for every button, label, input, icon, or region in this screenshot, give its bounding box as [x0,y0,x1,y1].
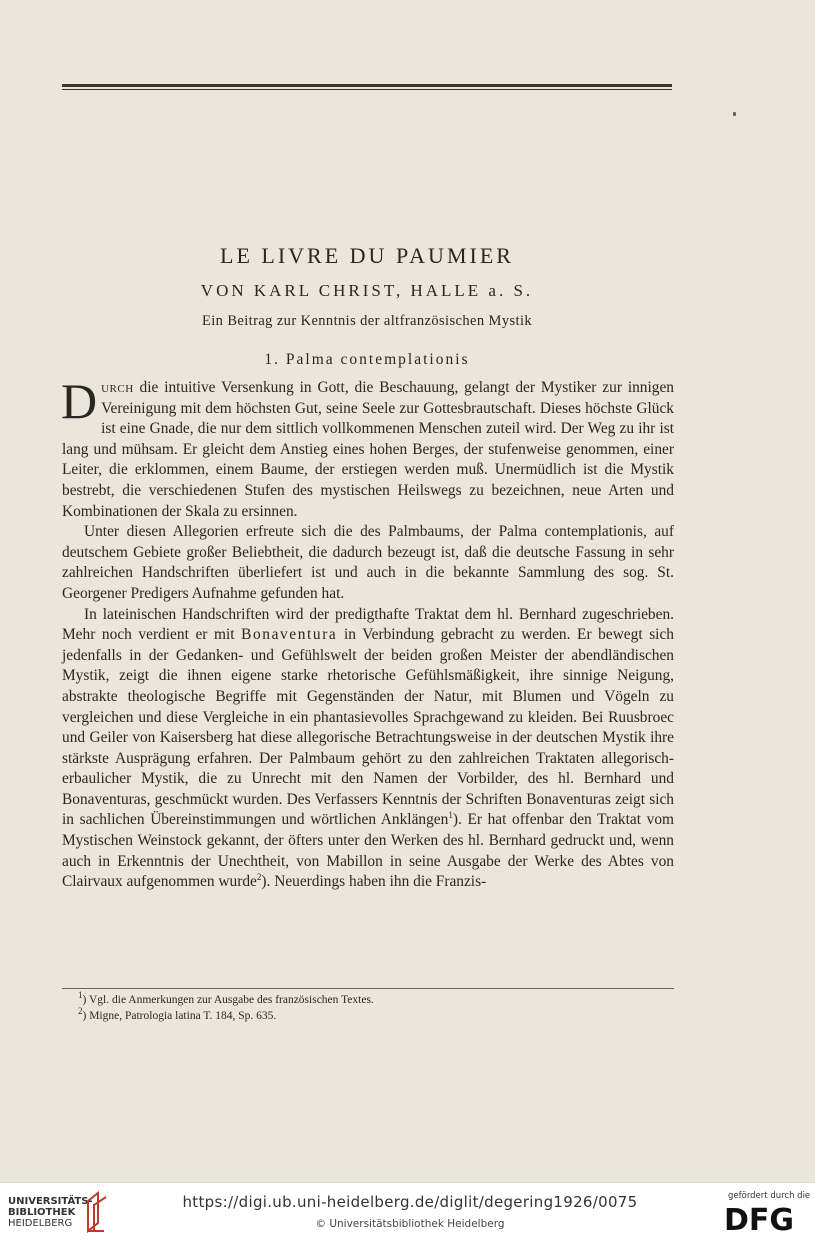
library-line-1: UNIVERSITÄTS- [8,1196,93,1207]
paragraph-1-text: die intuitive Versenkung in Gott, die Beschauung, gelangt der Mystiker zur innigen Vereinigung mit dem höchsten Gut, seine Seele zur Gottesbrautschaft. Dieses höchste Glück ist eine Gnade, die nur dem sittlich vollkommenen Menschen zuteil wird. Der Weg zu ihr ist lang und mühsam. Er gleicht dem Anstieg eines hohen Berges, der stufenweise genommen, einer Leiter, die erklommen, einem Baume, der erstiegen werden muß. Unermüdlich ist die Mystik bestrebt, die verschiedenen Stufen des mystischen Heilswegs zu bezeichnen, neue Arten und Kombinationen der Skala zu ersinnen. [62,379,674,520]
footnote-mark: 2 [78,1006,83,1017]
paragraph-3-text-c: ). Er hat offenbar den Traktat vom Mystischen Weinstock gekannt, der öfters unter den Werken des hl. Bernhard gedruckt und, wenn auch in Erkenntnis der Unechtheit, von Mabillon in seine Ausgabe der Werke des Abtes von Clairvaux aufgenommen wurde [62,811,674,891]
footnote-2 [78,1008,668,1024]
footnote-text: ) Migne, Patrologia latina T. 184, Sp. 635. [82,1010,277,1022]
paragraph-1 [61,373,674,522]
article-author: VON KARL CHRIST, HALLE a. S. [200,281,534,300]
paragraph-3-text-b: in Verbindung gebracht zu werden. Er bewegt sich jedenfalls in der Gedanken- und Gefühlswelt der beiden großen Meister der abendländischen Mystik, zeigt die ihnen eigene starke rhetorische Gefühlsmäßigkeit, ihre sinnige Neigung, abstrakte theologische Begriffe mit Gegenständen der Natur, mit Blumen und Vögeln zu vergleichen und diese Vergleiche in ein phantasievolles Sprachgewand zu kleiden. Bei Ruusbroec und Geiler von Kaisersberg hat diese allegorische Betrachtungsweise in der deutschen Mystik ihre stärkste Ausprägung erfahren. Der Palmbaum gehört zu den zahlreichen Traktaten allegorisch-erbaulicher Mystik, die zu Unrecht mit den Namen der Vorbilder, des hl. Bernhard und Bonaventuras, geschmückt wurden. Des Verfassers Kenntnis der Schriften Bonaventuras zeigt sich in sachlichen Übereinstimmungen und wörtlichen Anklängen [62,626,674,829]
paragraph-3-text-d: ). Neuerdings haben ihn die Franzis- [261,873,487,891]
top-rule-thin [62,89,672,90]
library-logo-icon[interactable] [84,1187,114,1235]
article-title: LE LIVRE DU PAUMIER [220,243,514,268]
footnote-ref-1[interactable]: 1 [448,810,453,821]
paper-speck [733,112,736,116]
footnote-ref-2[interactable]: 2 [256,872,262,883]
section-heading: 1. Palma contemplationis [264,351,470,368]
copyright-notice: © Universitätsbibliothek Heidelberg [315,1218,505,1230]
footnote-1 [78,992,668,1008]
paragraph-3-text-a: In lateinischen Handschriften wird der predigthafte Traktat dem hl. Bernhard zugeschrieben. Mehr noch verdient er mit [62,605,674,644]
smallcaps-lead: urch [101,379,134,396]
footnote-mark: 1 [78,990,83,1001]
funded-by-label: gefördert durch die [728,1191,811,1201]
article-subtitle: Ein Beitrag zur Kenntnis der altfranzösischen Mystik [201,313,533,329]
body-text [61,373,674,893]
spaced-name-bonaventura: Bonaventura [241,626,338,644]
footnote-text: ) Vgl. die Anmerkungen zur Ausgabe des französischen Textes. [82,994,374,1006]
dfg-logo-text: DFG [724,1203,795,1235]
drop-cap: D [61,373,98,429]
library-line-2: BIBLIOTHEK [8,1207,76,1218]
footnotes [78,992,668,1024]
footnote-rule [62,988,674,989]
top-rule-thick [62,84,672,87]
viewer-footer [0,1182,815,1240]
library-line-3: HEIDELBERG [8,1218,73,1229]
paragraph-3 [62,605,674,893]
paragraph-2: Unter diesen Allegorien erfreute sich die des Palmbaums, der Palma contemplationis, auf deutschem Gebiete großer Beliebtheit, die dadurch bezeugt ist, daß die deutsche Fassung in sehr zahlreichen Handschriften überliefert ist und auch in die bekannte Sammlung des sog. St. Georgener Predigers Aufnahme gefunden hat. [62,523,674,602]
library-logo-text[interactable] [8,1196,93,1229]
dfg-logo[interactable] [724,1203,806,1235]
permalink-url[interactable]: https://digi.ub.uni-heidelberg.de/diglit/degering1926/0075 [182,1193,638,1211]
